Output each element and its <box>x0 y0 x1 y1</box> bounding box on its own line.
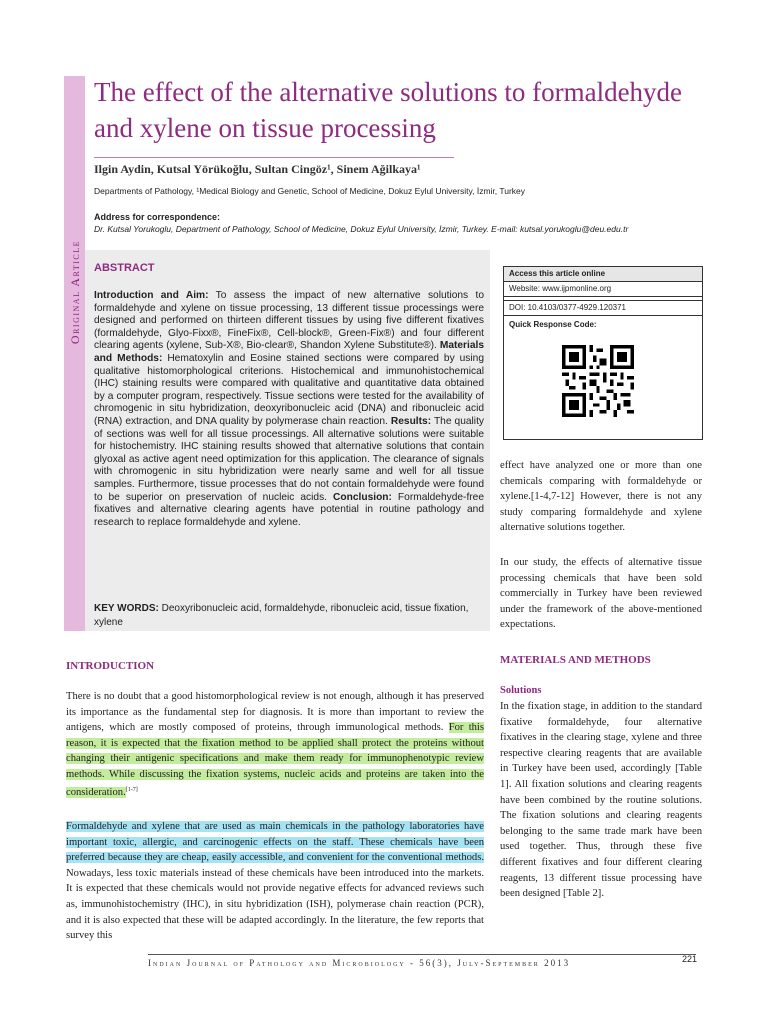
intro-paragraph-1 <box>66 689 484 801</box>
results-text: The quality of sections was well for all tissue processings. All alternative solutions were suitable for histochemistry. IHC staining results showed that alternative solutions that contain glyoxal as active agent need optimization for this application. The clearance of signals with chromogenic in situ hybridization were nearly same and well for all tissue samples. Furthermore, tissue processes that do not contain formaldehyde were found to be superior on preservation of nucleic acids. <box>94 415 484 503</box>
intro-p1-plain: There is no doubt that a good histomorphological review is not enough, although it has preserved its importance as the fundamental step for diagnosis. It is more than important to review the antigens, which are mostly composed of proteins, through immunological methods. <box>66 691 484 734</box>
intro-p1-reference: [1-7] <box>125 786 138 793</box>
results-label: Results: <box>390 415 432 427</box>
qr-code-icon[interactable] <box>562 345 634 417</box>
access-doi[interactable]: DOI: 10.4103/0377-4929.120371 <box>504 300 702 316</box>
correspondence-text: Dr. Kutsal Yorukoglu, Department of Pathology, School of Medicine, Dokuz Eylul University, İzmir, Turkey. E-mail: kutsal.yorukoglu@deu.edu.tr <box>94 224 629 234</box>
article-type-label: Original Article <box>68 240 82 345</box>
footer-divider <box>148 954 696 955</box>
abstract-heading: ABSTRACT <box>94 262 155 274</box>
right-paragraph-3: In the fixation stage, in addition to the standard fixative formaldehyde, four alternative fixatives in the clearing stage, xylene and three respective clearing reagents that are available in Turkey have been used, accordingly [Table 1]. All fixation solutions and clearing reagents have been combined by the routine solutions. The fixation solutions and clearing reagents belonging to the same trade mark have been used together. Thus, through these five different fixatives and four different clearing reagents, 13 different tissue processing have been designed [Table 2]. <box>500 701 702 900</box>
intro-paragraph-2 <box>66 819 484 944</box>
article-title: The effect of the alternative solutions to formaldehyde and xylene on tissue processing <box>94 77 683 143</box>
right-paragraph-2: In our study, the effects of alternative tissue processing chemicals that have been sold commercially in Turkey have been reviewed under the framework of the above-mentioned expectations. <box>500 557 702 631</box>
methods-label: Materials and Methods: <box>94 340 484 364</box>
access-website[interactable]: Website: www.ijpmonline.org <box>504 282 702 297</box>
access-box <box>503 266 703 440</box>
journal-footer: Indian Journal of Pathology and Microbiology - 56(3), July-September 2013 <box>148 958 571 968</box>
correspondence-heading: Address for correspondence: <box>94 212 221 222</box>
access-qr-label: Quick Response Code: <box>509 320 597 329</box>
solutions-heading: Solutions <box>500 685 542 696</box>
abstract-body <box>94 290 484 529</box>
side-tab <box>64 76 85 631</box>
intro-text: To assess the impact of new alternative solutions to formaldehyde and xylene on tissue processing, 13 different tissue processings were designed and performed on thirteen different tissues by using five different fixatives (formaldehyde, Glyo-Fixx®, FineFix®, Cell-block®, Green-Fix®) and four different clearing agents (xylene, Sub-X®, Bio-clear®, Shandon Xylene Substitute®). <box>94 290 484 352</box>
intro-p1-highlight: For this reason, it is expected that the fixation method to be applied shall protect the proteins without changing their antigenic specifications and make them ready for immunophenotypic review methods. While discussing the fixation systems, nucleic acids and proteins are taken into the consideration. <box>66 722 484 799</box>
methods-text: Hematoxylin and Eosine stained sections were compared by using qualitative histomorphological criterions. Histochemical and immunohistochemical (IHC) staining results were compared with qualitative and quantitative data obtained by a computer program, respectively. Tissue sections were tested for the availability of chromogenic in situ hybridization, deoxyribonucleic acid (DNA) and ribonucleic acid (RNA) extraction, and DNA quality by polymerase chain reaction. <box>94 352 484 427</box>
intro-p2-plain: Nowadays, less toxic materials instead of these chemicals have been introduced into the markets. It is expected that these chemicals would not provide negative effects for advanced reviews such as, immunohistochemistry (IHC), in situ hybridization (ISH), polymerase chain reaction (PCR), and it is also expected that these will be adapted accordingly. In the literature, the few reports that survey this <box>66 867 484 942</box>
keywords-label: KEY WORDS: <box>94 603 159 614</box>
intro-label: Introduction and Aim: <box>94 290 209 301</box>
access-heading: Access this article online <box>504 267 702 282</box>
methods-heading: MATERIALS AND METHODS <box>500 654 651 666</box>
intro-p2-highlight: Formaldehyde and xylene that are used as main chemicals in the pathology laboratories have important toxic, allergic, and carcinogenic effects on the staff. These chemicals have been preferred because they are cheap, easily accessible, and convenient for the conventional methods. <box>66 821 484 864</box>
conclusion-text: Formaldehyde-free fixatives and alternative clearing agents have potential in routine pathology and research to replace formaldehyde and xylene. <box>94 491 484 528</box>
keywords <box>94 602 484 630</box>
title-divider <box>94 157 454 158</box>
page-number: 221 <box>682 954 698 964</box>
right-paragraph-1: effect have analyzed one or more than one chemicals comparing with formaldehyde or xylene.[1-4,7-12] However, there is not any study comparing formaldehyde and xylene alternative solutions together. <box>500 460 702 534</box>
introduction-heading: INTRODUCTION <box>66 660 155 672</box>
conclusion-label: Conclusion: <box>333 491 392 503</box>
authors: Ilgin Aydin, Kutsal Yörükoğlu, Sultan Cingöz¹, Sinem Ağilkaya¹ <box>94 162 421 176</box>
keywords-text: Deoxyribonucleic acid, formaldehyde, ribonucleic acid, tissue fixation, xylene <box>94 603 469 628</box>
affiliation: Departments of Pathology, ¹Medical Biology and Genetic, School of Medicine, Dokuz Eylul University, İzmir, Turkey <box>94 186 526 196</box>
